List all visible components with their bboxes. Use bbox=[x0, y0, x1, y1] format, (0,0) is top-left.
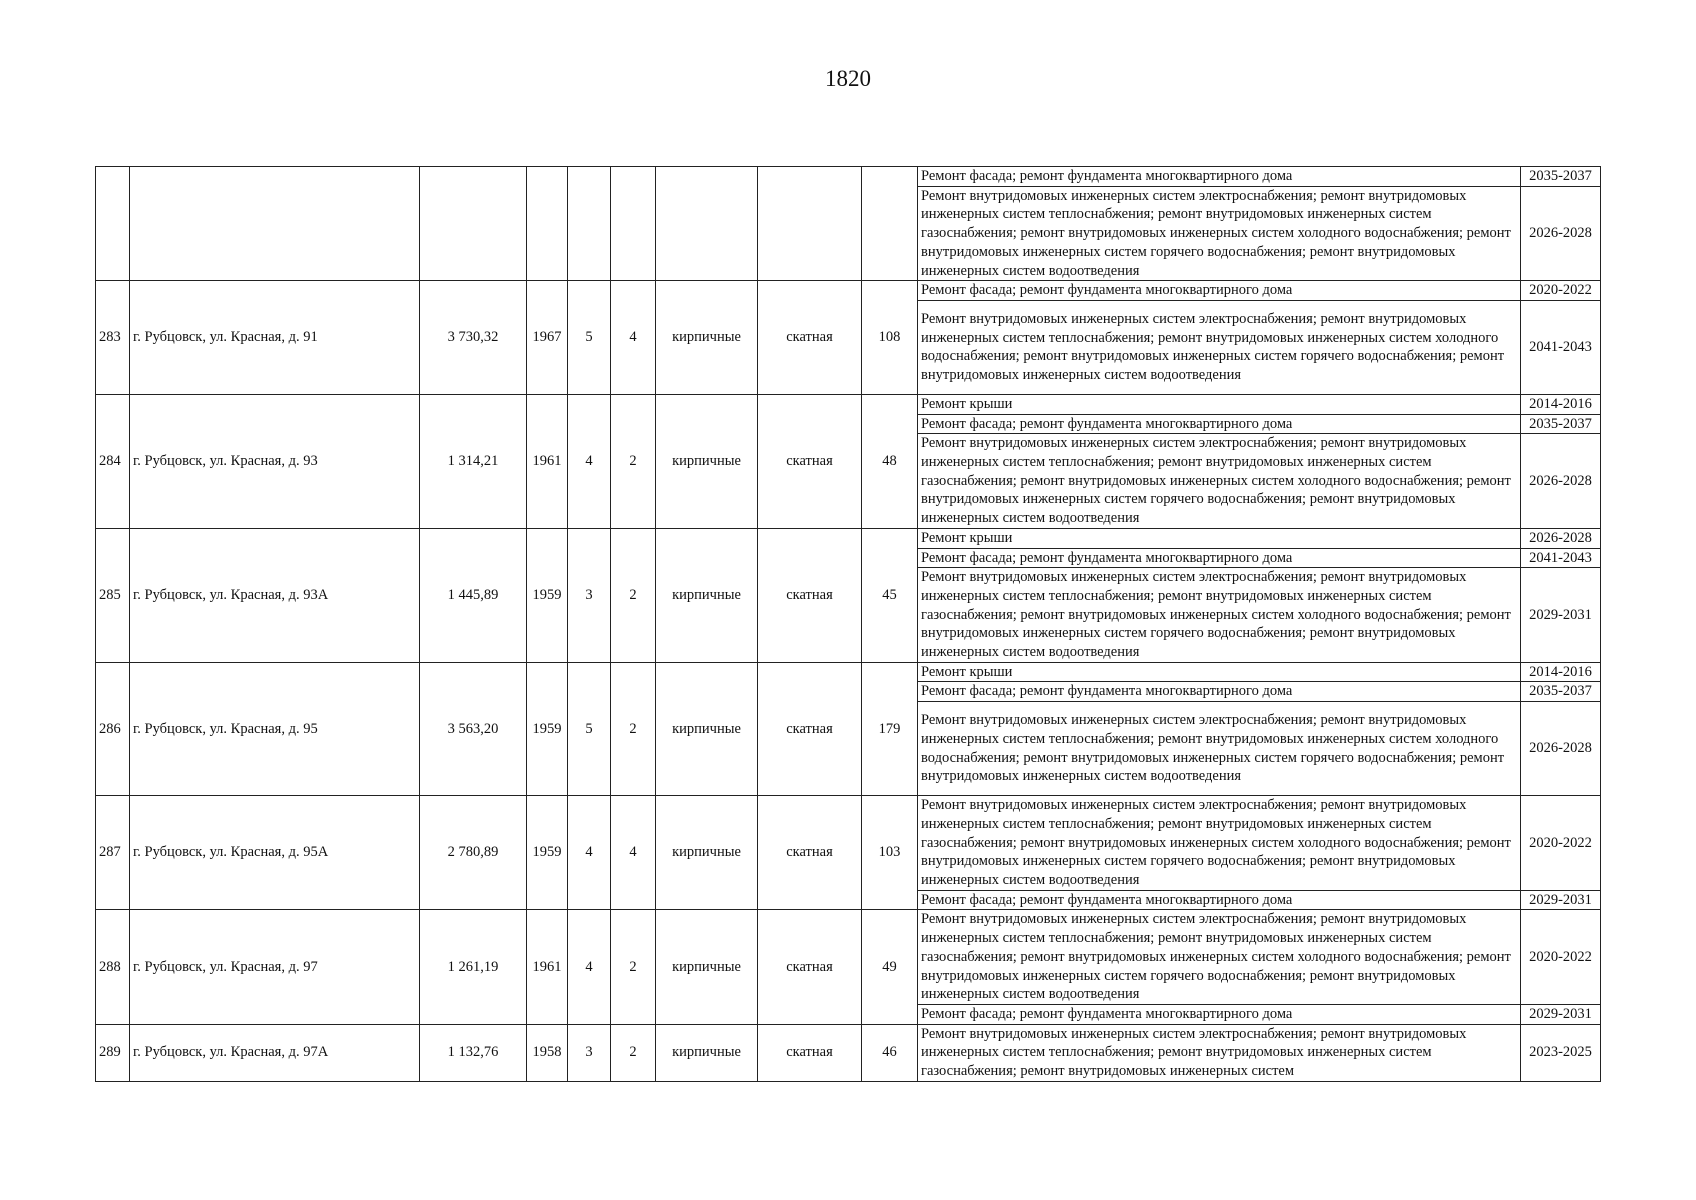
floors-count bbox=[568, 167, 611, 281]
work-description: Ремонт внутридомовых инженерных систем электроснабжения; ремонт внутридомовых инженерных систем теплоснабжения; ремонт внутридомовых инженерных систем газоснабжения; ремонт внутридомовых инженерных систем холодного водоснабжения; ремонт внутридомовых инженерных систем горячего водоснабжения; ремонт внутридомовых инженерных систем водоотведения bbox=[918, 434, 1521, 529]
roof-type: скатная bbox=[758, 281, 862, 395]
residents-count: 179 bbox=[862, 662, 918, 795]
wall-material: кирпичные bbox=[656, 662, 758, 795]
work-period: 2026-2028 bbox=[1521, 434, 1601, 529]
housing-registry-table bbox=[95, 166, 1601, 1082]
entrances-count: 4 bbox=[611, 796, 656, 910]
build-year: 1961 bbox=[527, 394, 568, 528]
work-description: Ремонт фасада; ремонт фундамента многоквартирного дома bbox=[918, 281, 1521, 301]
work-description: Ремонт фасада; ремонт фундамента многоквартирного дома bbox=[918, 548, 1521, 568]
roof-type: скатная bbox=[758, 910, 862, 1024]
house-address: г. Рубцовск, ул. Красная, д. 95 bbox=[130, 662, 420, 795]
house-area: 1 445,89 bbox=[420, 528, 527, 662]
work-description: Ремонт фасада; ремонт фундамента многоквартирного дома bbox=[918, 167, 1521, 187]
house-address: г. Рубцовск, ул. Красная, д. 95А bbox=[130, 796, 420, 910]
wall-material: кирпичные bbox=[656, 281, 758, 395]
house-number: 285 bbox=[96, 528, 130, 662]
table-row bbox=[96, 796, 1601, 891]
work-description: Ремонт фасада; ремонт фундамента многоквартирного дома bbox=[918, 414, 1521, 434]
work-period: 2026-2028 bbox=[1521, 528, 1601, 548]
work-period: 2020-2022 bbox=[1521, 281, 1601, 301]
entrances-count: 2 bbox=[611, 910, 656, 1024]
house-area: 1 132,76 bbox=[420, 1024, 527, 1081]
work-description: Ремонт внутридомовых инженерных систем электроснабжения; ремонт внутридомовых инженерных систем теплоснабжения; ремонт внутридомовых инженерных систем газоснабжения; ремонт внутридомовых инженерных систем холодного водоснабжения; ремонт внутридомовых инженерных систем горячего водоснабжения; ремонт внутридомовых инженерных систем водоотведения bbox=[918, 186, 1521, 281]
house-number: 289 bbox=[96, 1024, 130, 1081]
wall-material: кирпичные bbox=[656, 394, 758, 528]
house-address: г. Рубцовск, ул. Красная, д. 91 bbox=[130, 281, 420, 395]
work-description: Ремонт фасада; ремонт фундамента многоквартирного дома bbox=[918, 1004, 1521, 1024]
roof-type: скатная bbox=[758, 528, 862, 662]
table-row bbox=[96, 394, 1601, 414]
house-number: 288 bbox=[96, 910, 130, 1024]
entrances-count: 2 bbox=[611, 394, 656, 528]
work-period: 2029-2031 bbox=[1521, 890, 1601, 910]
house-address: г. Рубцовск, ул. Красная, д. 97 bbox=[130, 910, 420, 1024]
work-description: Ремонт крыши bbox=[918, 662, 1521, 682]
residents-count: 48 bbox=[862, 394, 918, 528]
entrances-count: 2 bbox=[611, 662, 656, 795]
work-description: Ремонт крыши bbox=[918, 394, 1521, 414]
wall-material: кирпичные bbox=[656, 796, 758, 910]
table-row bbox=[96, 910, 1601, 1005]
floors-count: 3 bbox=[568, 528, 611, 662]
house-area: 2 780,89 bbox=[420, 796, 527, 910]
house-number: 284 bbox=[96, 394, 130, 528]
build-year: 1961 bbox=[527, 910, 568, 1024]
residents-count: 108 bbox=[862, 281, 918, 395]
table-row bbox=[96, 1024, 1601, 1081]
work-period: 2014-2016 bbox=[1521, 394, 1601, 414]
wall-material: кирпичные bbox=[656, 1024, 758, 1081]
wall-material: кирпичные bbox=[656, 528, 758, 662]
residents-count bbox=[862, 167, 918, 281]
work-period: 2035-2037 bbox=[1521, 167, 1601, 187]
floors-count: 5 bbox=[568, 281, 611, 395]
house-address: г. Рубцовск, ул. Красная, д. 97А bbox=[130, 1024, 420, 1081]
page-number: 1820 bbox=[825, 66, 871, 91]
floors-count: 4 bbox=[568, 394, 611, 528]
work-period: 2014-2016 bbox=[1521, 662, 1601, 682]
roof-type: скатная bbox=[758, 662, 862, 795]
build-year: 1959 bbox=[527, 528, 568, 662]
table-row bbox=[96, 281, 1601, 301]
build-year bbox=[527, 167, 568, 281]
entrances-count bbox=[611, 167, 656, 281]
work-description: Ремонт внутридомовых инженерных систем электроснабжения; ремонт внутридомовых инженерных систем теплоснабжения; ремонт внутридомовых инженерных систем газоснабжения; ремонт внутридомовых инженерных систем холодного водоснабжения; ремонт внутридомовых инженерных систем горячего водоснабжения; ремонт внутридомовых инженерных систем водоотведения bbox=[918, 568, 1521, 663]
floors-count: 5 bbox=[568, 662, 611, 795]
work-description: Ремонт внутридомовых инженерных систем электроснабжения; ремонт внутридомовых инженерных систем теплоснабжения; ремонт внутридомовых инженерных систем холодного водоснабжения; ремонт внутридомовых инженерных систем горячего водоснабжения; ремонт внутридомовых инженерных систем водоотведения bbox=[918, 702, 1521, 796]
work-description: Ремонт внутридомовых инженерных систем электроснабжения; ремонт внутридомовых инженерных систем теплоснабжения; ремонт внутридомовых инженерных систем газоснабжения; ремонт внутридомовых инженерных систем холодного водоснабжения; ремонт внутридомовых инженерных систем горячего водоснабжения; ремонт внутридомовых инженерных систем водоотведения bbox=[918, 910, 1521, 1005]
table-row bbox=[96, 528, 1601, 548]
work-period: 2020-2022 bbox=[1521, 796, 1601, 891]
table-row bbox=[96, 167, 1601, 187]
wall-material bbox=[656, 167, 758, 281]
work-period: 2029-2031 bbox=[1521, 1004, 1601, 1024]
residents-count: 103 bbox=[862, 796, 918, 910]
house-area: 1 261,19 bbox=[420, 910, 527, 1024]
work-description: Ремонт внутридомовых инженерных систем электроснабжения; ремонт внутридомовых инженерных систем теплоснабжения; ремонт внутридомовых инженерных систем холодного водоснабжения; ремонт внутридомовых инженерных систем горячего водоснабжения; ремонт внутридомовых инженерных систем водоотведения bbox=[918, 300, 1521, 394]
table-body bbox=[96, 167, 1601, 1082]
house-number: 283 bbox=[96, 281, 130, 395]
house-number: 287 bbox=[96, 796, 130, 910]
roof-type: скатная bbox=[758, 1024, 862, 1081]
entrances-count: 2 bbox=[611, 528, 656, 662]
build-year: 1958 bbox=[527, 1024, 568, 1081]
roof-type: скатная bbox=[758, 796, 862, 910]
residents-count: 45 bbox=[862, 528, 918, 662]
work-period: 2029-2031 bbox=[1521, 568, 1601, 663]
floors-count: 4 bbox=[568, 796, 611, 910]
house-address bbox=[130, 167, 420, 281]
house-area bbox=[420, 167, 527, 281]
work-period: 2020-2022 bbox=[1521, 910, 1601, 1005]
work-period: 2026-2028 bbox=[1521, 186, 1601, 281]
wall-material: кирпичные bbox=[656, 910, 758, 1024]
build-year: 1959 bbox=[527, 796, 568, 910]
work-description: Ремонт крыши bbox=[918, 528, 1521, 548]
work-period: 2041-2043 bbox=[1521, 300, 1601, 394]
work-description: Ремонт внутридомовых инженерных систем электроснабжения; ремонт внутридомовых инженерных систем теплоснабжения; ремонт внутридомовых инженерных систем газоснабжения; ремонт внутридомовых инженерных систем bbox=[918, 1024, 1521, 1081]
entrances-count: 4 bbox=[611, 281, 656, 395]
build-year: 1959 bbox=[527, 662, 568, 795]
roof-type: скатная bbox=[758, 394, 862, 528]
work-period: 2023-2025 bbox=[1521, 1024, 1601, 1081]
house-number bbox=[96, 167, 130, 281]
work-description: Ремонт фасада; ремонт фундамента многоквартирного дома bbox=[918, 890, 1521, 910]
entrances-count: 2 bbox=[611, 1024, 656, 1081]
work-description: Ремонт внутридомовых инженерных систем электроснабжения; ремонт внутридомовых инженерных систем теплоснабжения; ремонт внутридомовых инженерных систем газоснабжения; ремонт внутридомовых инженерных систем холодного водоснабжения; ремонт внутридомовых инженерных систем горячего водоснабжения; ремонт внутридомовых инженерных систем водоотведения bbox=[918, 796, 1521, 891]
work-period: 2026-2028 bbox=[1521, 702, 1601, 796]
residents-count: 49 bbox=[862, 910, 918, 1024]
house-address: г. Рубцовск, ул. Красная, д. 93 bbox=[130, 394, 420, 528]
work-period: 2041-2043 bbox=[1521, 548, 1601, 568]
work-description: Ремонт фасада; ремонт фундамента многоквартирного дома bbox=[918, 682, 1521, 702]
house-area: 1 314,21 bbox=[420, 394, 527, 528]
house-address: г. Рубцовск, ул. Красная, д. 93А bbox=[130, 528, 420, 662]
roof-type bbox=[758, 167, 862, 281]
floors-count: 3 bbox=[568, 1024, 611, 1081]
table-row bbox=[96, 662, 1601, 682]
build-year: 1967 bbox=[527, 281, 568, 395]
house-area: 3 563,20 bbox=[420, 662, 527, 795]
floors-count: 4 bbox=[568, 910, 611, 1024]
work-period: 2035-2037 bbox=[1521, 414, 1601, 434]
residents-count: 46 bbox=[862, 1024, 918, 1081]
house-number: 286 bbox=[96, 662, 130, 795]
house-area: 3 730,32 bbox=[420, 281, 527, 395]
work-period: 2035-2037 bbox=[1521, 682, 1601, 702]
